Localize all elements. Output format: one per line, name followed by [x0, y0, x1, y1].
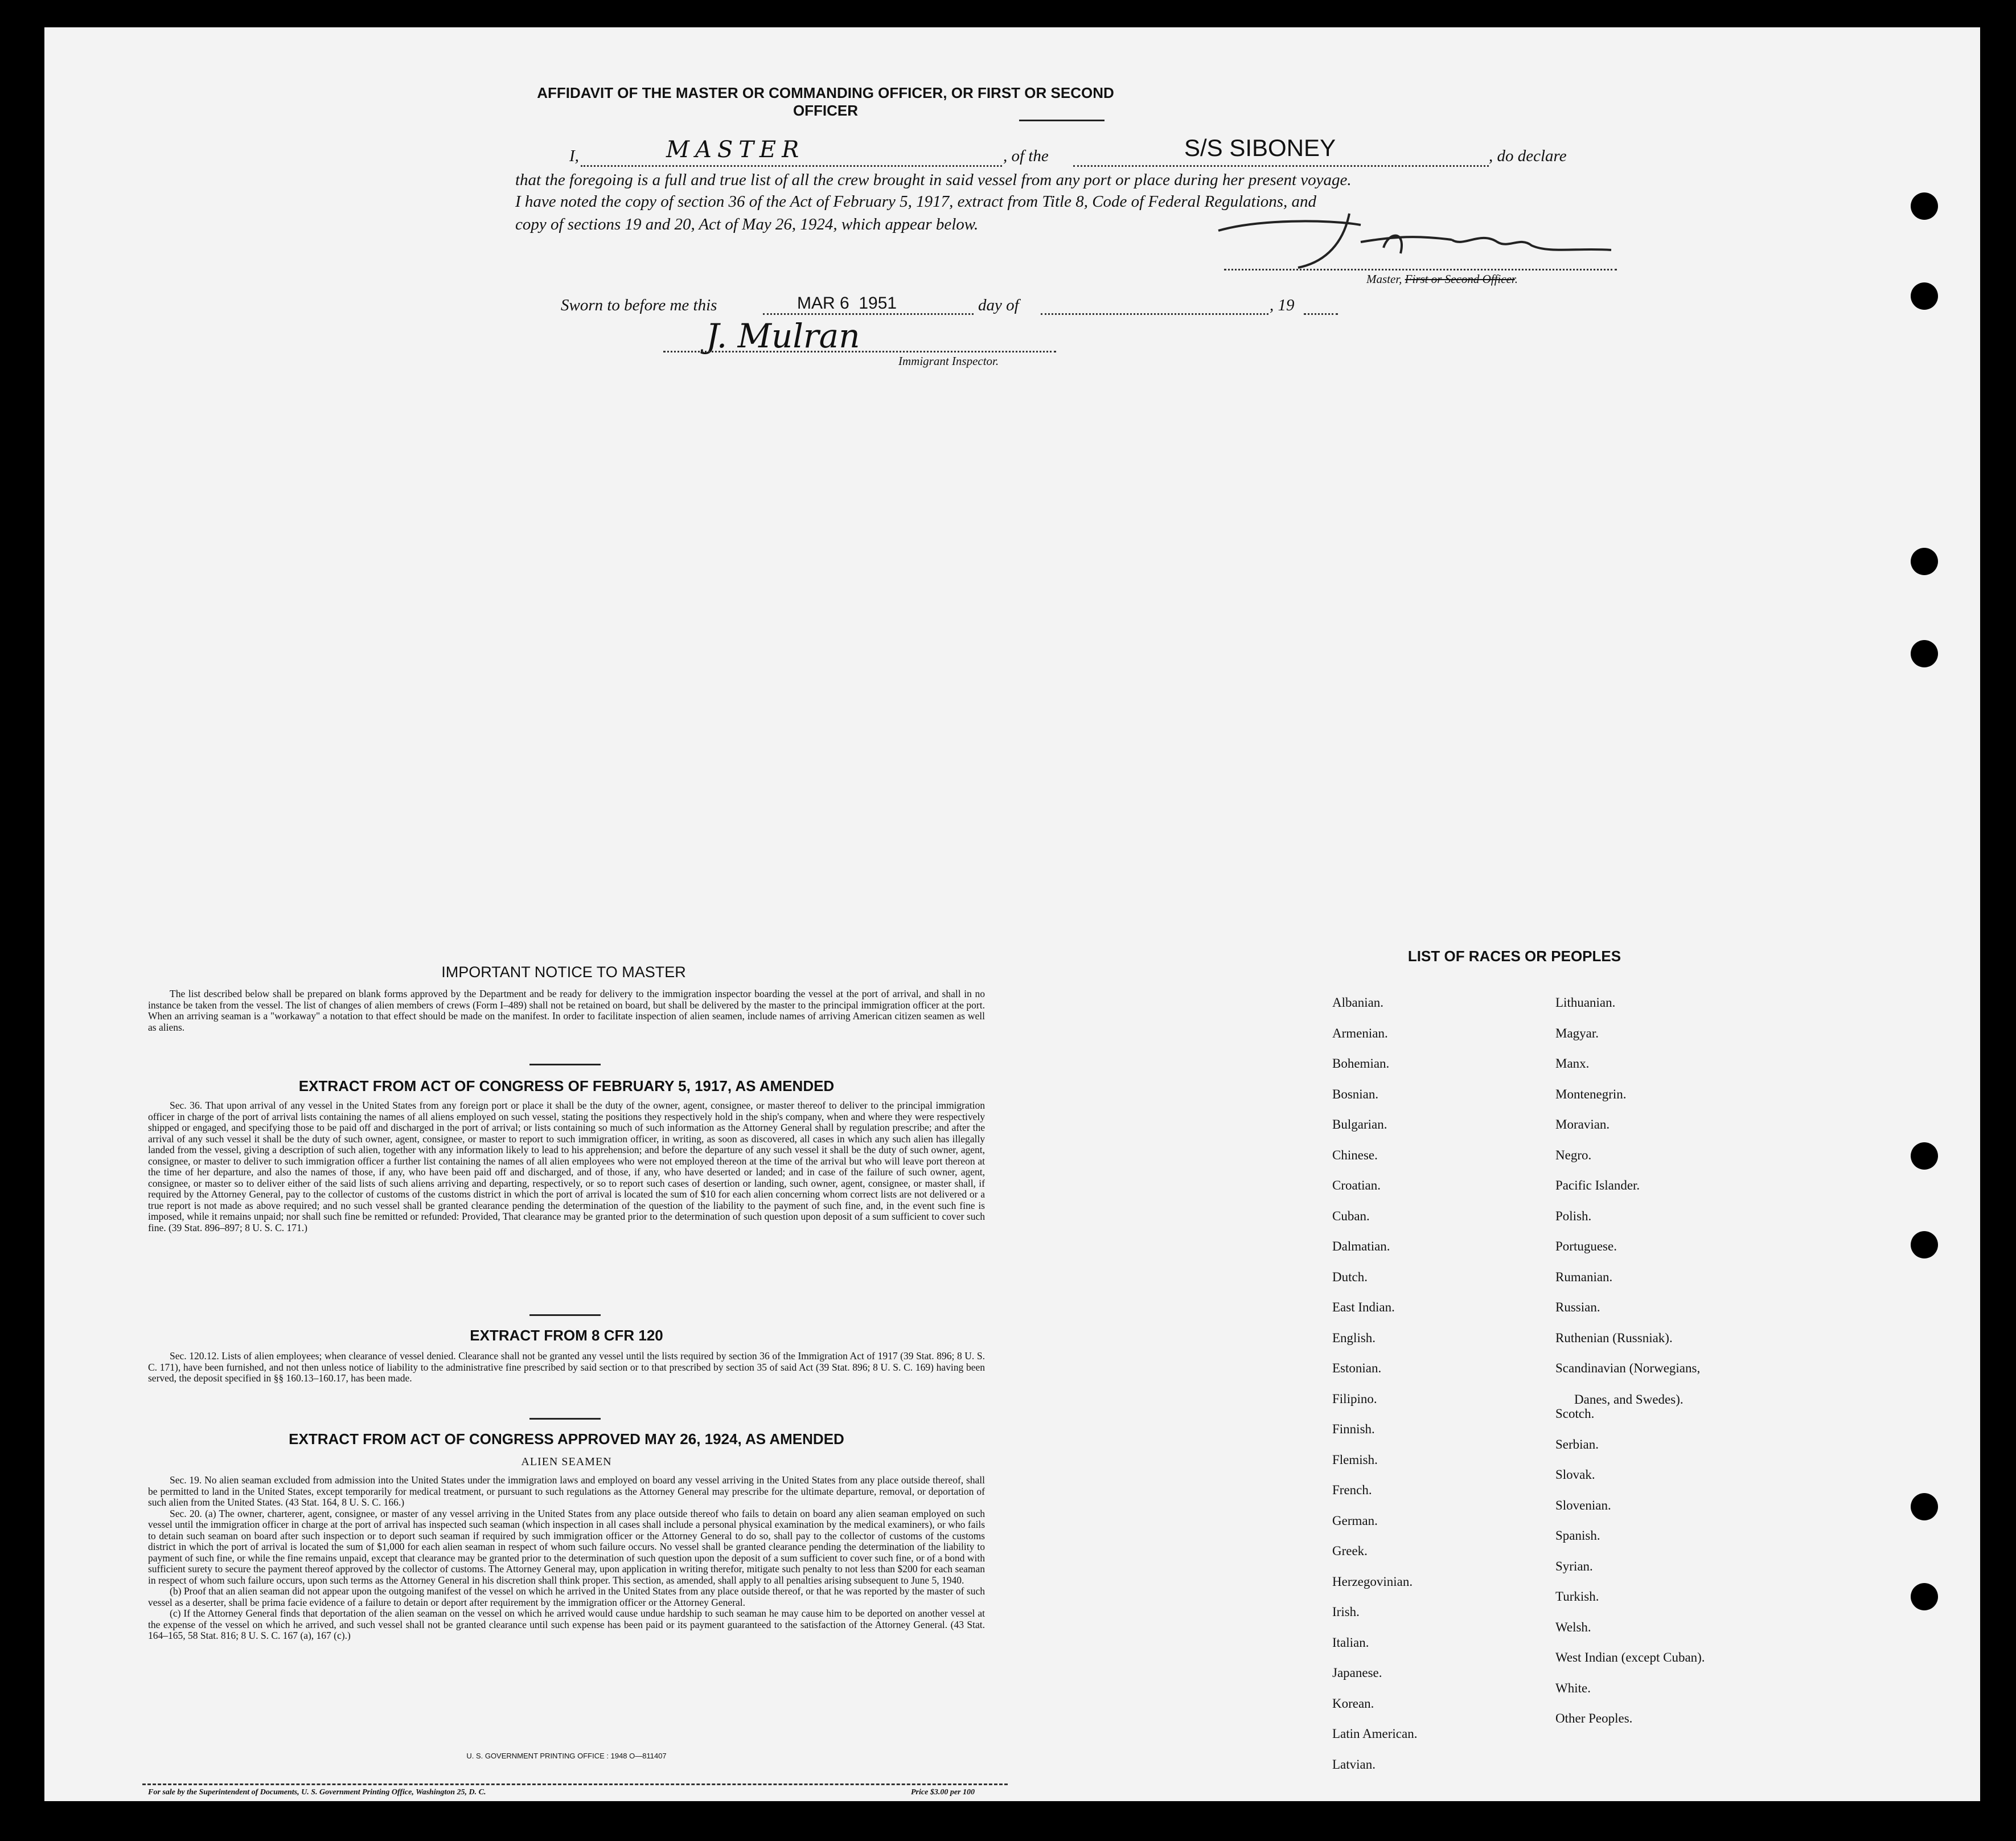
race-item: Slovak.	[1555, 1467, 1595, 1482]
race-item: Latin American.	[1332, 1727, 1418, 1741]
rank-value: MASTER	[666, 137, 805, 163]
race-item: Bohemian.	[1332, 1056, 1390, 1071]
race-item: Magyar.	[1555, 1026, 1599, 1040]
inspector-caption: Immigrant Inspector.	[898, 354, 999, 368]
race-item: Japanese.	[1332, 1666, 1382, 1680]
notice-body	[148, 989, 985, 1033]
sec-20b-text: (b) Proof that an alien seaman did not appear upon the outgoing manifest of the vessel on which he arrived in the United States from any place outside thereof, or that he was reported by the master of such vessel as a deserter, shall be prima facie evidence of a failure to detain or deport after requirement by the immigration officer or the Attorney General.	[148, 1585, 985, 1608]
heading-rule	[1019, 120, 1105, 121]
section-rule	[529, 1418, 601, 1420]
rank-line	[581, 165, 1002, 167]
year-label: , 19	[1270, 296, 1295, 314]
sec-20a-text: Sec. 20. (a) The owner, charterer, agent, consignee, or master of any vessel arriving in the United States from any place outside thereof who fails to detain on board any alien seaman employed on such vessel until the immigration officer in charge at the port of arrival has inspected such seaman (which inspection in all cases shall include a personal physical examination by the medical examiners), or who fails to detain such seaman on board after such inspection or to deport such seaman if required by such immigration officer or the Attorney General to do so, shall pay to the collector of customs of the customs district in which the port of arrival is located the sum of $1,000 for each alien seaman in respect of whom such failure occurs. No vessel shall be granted clearance pending the determination of the liability to payment of such fine, or while the fine remains unpaid, except that clearance may be granted prior to the determination of such question upon the deposit of a sum sufficient to cover such fine, or of a bond with sufficient surety to secure the payment thereof approved by the collector of customs. The Attorney General may, upon application in writing therefor, mitigate such penalty to not less than $200 for each seaman in respect of whom such failure occurs, upon such terms as the Attorney General in his discretion shall think proper. This section, as amended, shall apply to all penalties arising subsequent to June 5, 1940.	[148, 1507, 985, 1586]
sworn-date-stamp: MAR 6 1951	[797, 294, 897, 313]
race-item: Flemish.	[1332, 1452, 1378, 1467]
race-item: Serbian.	[1555, 1437, 1599, 1452]
race-item: English.	[1332, 1330, 1376, 1345]
race-item: Slovenian.	[1555, 1498, 1611, 1512]
signature-line	[1224, 269, 1617, 270]
race-item: White.	[1555, 1680, 1591, 1695]
race-item: Manx.	[1555, 1056, 1590, 1071]
extract-1924-body	[148, 1475, 985, 1642]
race-item: West Indian (except Cuban).	[1555, 1650, 1705, 1665]
i-label: I,	[569, 147, 579, 165]
sworn-date-line	[763, 313, 974, 315]
declaration-line-4: copy of sections 19 and 20, Act of May 26, 1924, which appear below.	[515, 215, 979, 233]
sec-36-text: Sec. 36. That upon arrival of any vessel in the United States from any foreign port or place it shall be the duty of the owner, agent, consignee, or master thereof to deliver to the principal immigration officer in charge of the port of arrival lists containing the names of all aliens employed on such vessel, stating the positions they respectively hold in the ship's company, when and where they were respectively shipped or engaged, and specifying those to be paid off and discharged in the port of arrival; or lists containing so much of such information as the Attorney General shall by regulation prescribe; and after the arrival of any such vessel it shall be the duty of such owner, agent, consignee, or master to report to such immigration officer, in writing, as soon as discovered, all cases in which any such alien has illegally landed from the vessel, giving a description of such alien, together with any information likely to lead to his apprehension; and before the departure of any such vessel it shall be the duty of such owner, agent, consignee, or master to deliver to such immigration officer a further list containing the names of all alien employees who were not employed thereon at the time of the arrival but who will leave port thereon at the time of her departure, and also the names of those, if any, who have been paid off and discharged, and of those, if any, who have deserted or landed; and in case of the failure of such owner, agent, consignee, or master so to deliver either of the said lists of such aliens arriving and departing, respectively, or so to report such cases of desertion or landing, such owner, agent, consignee, or master shall, if required by the Attorney General, pay to the collector of customs of the customs district in which the port of arrival is located the sum of $10 for each alien concerning whom correct lists are not delivered or a true report is not made as above required; and no such vessel shall be granted clearance pending the determination of the question of the liability to the payment of such fine, and, in the event such fine is imposed, while it remains unpaid; nor shall such fine be remitted or refunded: Provided, That clearance may be granted prior to the determination of such question upon deposit of a sum sufficient to cover such fine. (39 Stat. 896–897; 8 U. S. C. 171.)	[148, 1100, 985, 1233]
footer-price: Price $3.00 per 100	[911, 1788, 975, 1797]
race-item: Rumanian.	[1555, 1269, 1613, 1284]
race-item: Montenegrin.	[1555, 1086, 1627, 1101]
race-item: German.	[1332, 1513, 1378, 1528]
race-item: East Indian.	[1332, 1300, 1395, 1314]
declaration-line-2: that the foregoing is a full and true list of all the crew brought in said vessel from any port or place during her present voyage.	[515, 171, 1352, 189]
punch-hole	[1911, 1583, 1938, 1610]
vessel-line	[1073, 165, 1489, 167]
extract-1917-body	[148, 1100, 985, 1233]
race-item: Moravian.	[1555, 1117, 1610, 1131]
gpo-imprint: U. S. GOVERNMENT PRINTING OFFICE : 1948 O—811407	[466, 1752, 667, 1760]
race-item: Scandinavian (Norwegians,	[1555, 1361, 1701, 1375]
race-item: Chinese.	[1332, 1147, 1378, 1162]
punch-hole	[1911, 1231, 1938, 1258]
punch-hole	[1911, 548, 1938, 575]
sec-20c-text: (c) If the Attorney General finds that deportation of the alien seaman on the vessel on which he arrived would cause undue hardship to such seaman he may cause him to be deported on another vessel at the expense of the vessel on which he arrived, and such vessel shall not be granted clearance until such expense has been paid or its payment guaranteed to the satisfaction of the Attorney General. (43 Stat. 164–165, 58 Stat. 816; 8 U. S. C. 167 (a), 167 (c).)	[148, 1608, 985, 1641]
race-item: Estonian.	[1332, 1361, 1382, 1375]
race-item: Syrian.	[1555, 1559, 1593, 1573]
extract-1917-heading: EXTRACT FROM ACT OF CONGRESS OF FEBRUARY 5, 1917, AS AMENDED	[298, 1077, 835, 1094]
race-item: Portuguese.	[1555, 1239, 1617, 1253]
signature-caption	[1366, 272, 1518, 286]
of-the-label: , of the	[1003, 147, 1049, 165]
race-item: Irish.	[1332, 1605, 1360, 1619]
race-item: Spanish.	[1555, 1528, 1600, 1543]
race-item: Korean.	[1332, 1696, 1374, 1711]
footer-dots	[142, 1783, 1008, 1785]
race-item: Turkish.	[1555, 1589, 1599, 1604]
punch-hole	[1911, 640, 1938, 667]
affidavit-heading: AFFIDAVIT OF THE MASTER OR COMMANDING OFFICER, OR FIRST OR SECOND OFFICER	[537, 84, 1114, 119]
year-line	[1304, 313, 1338, 315]
race-item: Italian.	[1332, 1635, 1369, 1650]
punch-hole	[1911, 1142, 1938, 1170]
day-of-label: day of	[978, 296, 1019, 314]
race-item: Bulgarian.	[1332, 1117, 1387, 1131]
race-item: Greek.	[1332, 1544, 1368, 1558]
race-item: Cuban.	[1332, 1208, 1370, 1223]
race-item: Herzegovinian.	[1332, 1574, 1413, 1589]
sworn-label: Sworn to before me this	[561, 296, 717, 314]
race-item: Finnish.	[1332, 1422, 1375, 1436]
extract-cfr-body	[148, 1351, 985, 1384]
caption-period: .	[1514, 272, 1518, 286]
sec-120-12-text: Sec. 120.12. Lists of alien employees; when clearance of vessel denied. Clearance shall not be granted any vessel until the lists required by section 36 of the Immigration Act of 1917 (39 Stat. 896; 8 U. S. C. 171), have been furnished, and not then unless notice of liability to the administrative fine prescribed by said section or to that prescribed by section 35 of said Act (39 Stat. 896; 8 U. S. C. 169) having been served, the deposit specified in §§ 160.13–160.17, has been made.	[148, 1350, 985, 1384]
inspector-signature: J. Mulran	[706, 317, 860, 355]
race-item: Armenian.	[1332, 1026, 1388, 1040]
sec-19-text: Sec. 19. No alien seaman excluded from admission into the United States under the immigration laws and employed on board any vessel arriving in the United States from any place outside thereof, shall be permitted to land in the United States, except temporarily for medical treatment, or pursuant to such regulations as the Attorney General may prescribe for the ultimate departure, removal, or deportation of such alien from the United States. (43 Stat. 164, 8 U. S. C. 166.)	[148, 1474, 985, 1508]
punch-hole	[1911, 1493, 1938, 1520]
notice-heading: IMPORTANT NOTICE TO MASTER	[441, 963, 686, 981]
race-item: Bosnian.	[1332, 1086, 1379, 1101]
race-item: Welsh.	[1555, 1619, 1591, 1634]
punch-hole	[1911, 192, 1938, 220]
race-item: Albanian.	[1332, 995, 1384, 1010]
race-item: Pacific Islander.	[1555, 1178, 1640, 1192]
race-item: French.	[1332, 1483, 1372, 1497]
declaration-line-3: I have noted the copy of section 36 of the Act of February 5, 1917, extract from Title 8, Code of Federal Regulations, and	[515, 192, 1317, 211]
race-item: Other Peoples.	[1555, 1711, 1633, 1726]
race-item: Danes, and Swedes).	[1574, 1392, 1684, 1407]
race-item: Dalmatian.	[1332, 1239, 1390, 1253]
caption-master: Master,	[1366, 272, 1402, 286]
vessel-value: S/S SIBONEY	[1184, 134, 1336, 161]
inspector-line	[663, 351, 1056, 352]
extract-1924-heading: EXTRACT FROM ACT OF CONGRESS APPROVED MAY 26, 1924, AS AMENDED	[289, 1430, 844, 1448]
race-item: Dutch.	[1332, 1269, 1368, 1284]
section-rule	[529, 1314, 601, 1316]
extract-cfr-heading: EXTRACT FROM 8 CFR 120	[470, 1327, 663, 1344]
master-signature	[1213, 208, 1623, 276]
race-item: Negro.	[1555, 1147, 1592, 1162]
race-item: Filipino.	[1332, 1391, 1377, 1406]
punch-hole	[1911, 282, 1938, 310]
race-item: Scotch.	[1555, 1407, 1595, 1421]
declare-label: , do declare	[1489, 147, 1567, 165]
day-of-line	[1041, 313, 1268, 315]
race-item: Russian.	[1555, 1300, 1600, 1314]
race-item: Croatian.	[1332, 1178, 1381, 1192]
alien-seamen-subheading: ALIEN SEAMEN	[521, 1455, 612, 1468]
section-rule	[529, 1064, 601, 1065]
race-item: Ruthenian (Russniak).	[1555, 1330, 1673, 1345]
notice-text: The list described below shall be prepared on blank forms approved by the Department and be ready for delivery to the immigration inspector boarding the vessel at the port of arrival, and shall in no instance be taken from the vessel. The list of changes of alien members of crews (Form I–489) shall not be retained on board, but shall be delivered by the master to the principal immigration officer at the port. When an arriving seaman is a "workaway" a notation to that effect should be made on the manifest. In order to facilitate inspection of alien seamen, include names of arriving American citizen seamen as well as aliens.	[148, 988, 985, 1033]
races-heading: LIST OF RACES OR PEOPLES	[1407, 948, 1621, 965]
race-item: Lithuanian.	[1555, 995, 1616, 1010]
footer-sale-note: For sale by the Superintendent of Documents, U. S. Government Printing Office, Washington 25, D. C.	[148, 1788, 486, 1797]
race-item: Polish.	[1555, 1208, 1592, 1223]
caption-struck-out: First or Second Officer	[1405, 272, 1515, 286]
race-item: Latvian.	[1332, 1757, 1376, 1772]
